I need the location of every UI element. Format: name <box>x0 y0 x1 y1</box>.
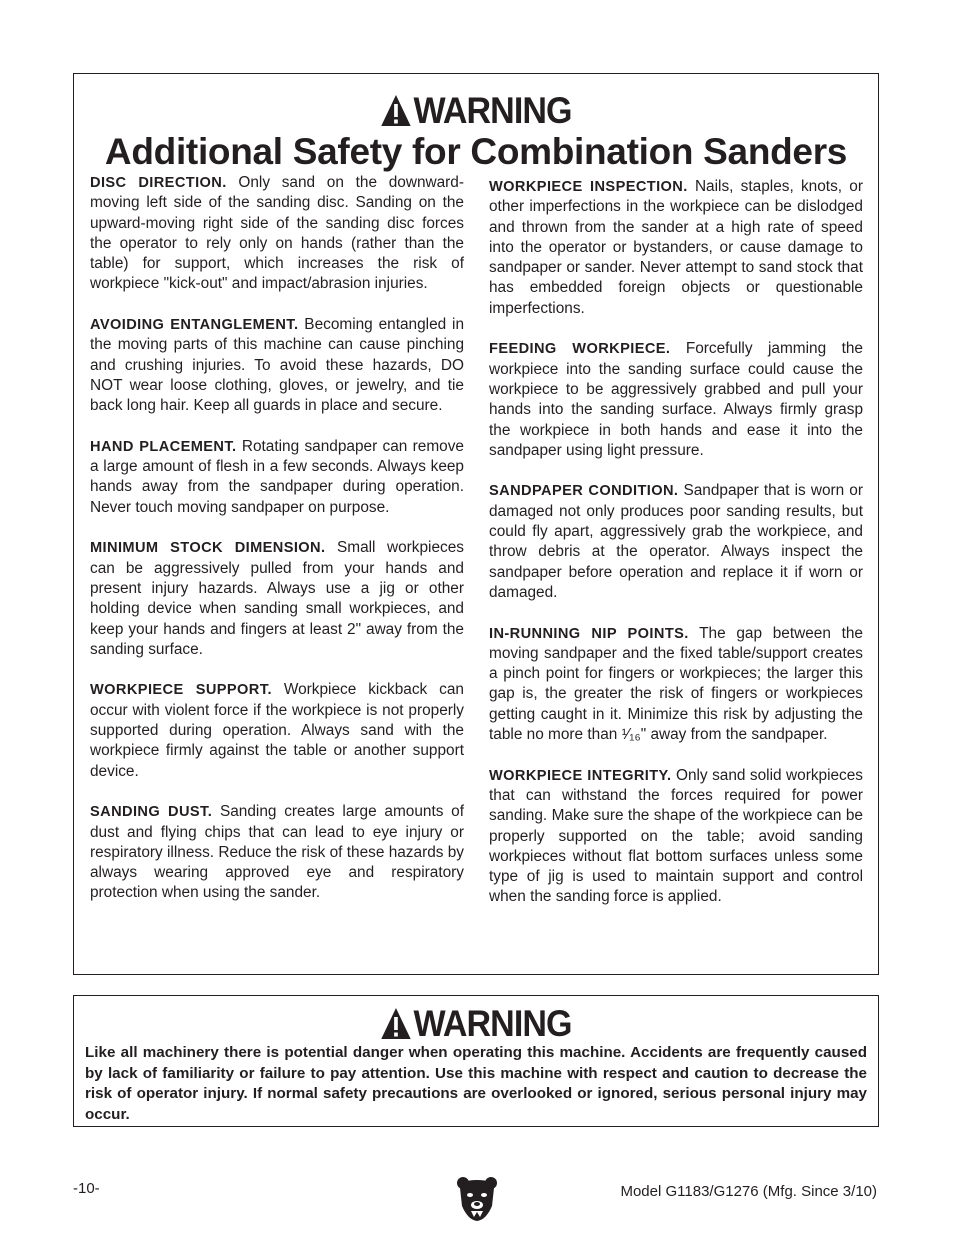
safety-item: IN-RUNNING NIP POINTS. The gap between the moving sandpaper and the fixed table/support creates a pinch point for fingers or workpieces; the larger this gap is, the greater the risk of fingers or workpieces getting caught in it. Minimize this risk by adjusting the table no more than ¹⁄₁₆" away from the sandpaper. <box>489 624 863 744</box>
general-warning-box <box>73 995 879 1127</box>
model-info: Model G1183/G1276 (Mfg. Since 3/10) <box>620 1183 877 1200</box>
warning-triangle-icon <box>380 94 411 135</box>
general-warning-text: Like all machinery there is potential danger when operating this machine. Accidents are frequently caused by lack of familiarity or failure to pay attention. Use this machine with respect and caution to decrease the risk of operator injury. If normal safety precautions are overlooked or ignored, serious personal injury may occur. <box>85 1044 867 1123</box>
page-number: -10- <box>73 1180 100 1197</box>
warning-heading <box>106 91 846 135</box>
page-title: Additional Safety for Combination Sanders <box>104 131 848 172</box>
safety-item: WORKPIECE SUPPORT. Workpiece kickback can occur with violent force if the workpiece is not properly supported during operation. Always sand with the workpiece firmly against the table or another support device. <box>90 681 464 780</box>
additional-safety-warning-box <box>73 73 879 975</box>
warning-triangle-icon <box>380 1007 411 1048</box>
left-column <box>90 173 464 924</box>
warning-heading-text: WARNING <box>413 1003 572 1044</box>
safety-item: HAND PLACEMENT. Rotating sandpaper can remove a large amount of flesh in a few seconds. Always keep hands away from the sandpaper during operation. Never touch moving sandpaper on purpose. <box>90 437 464 516</box>
safety-item: DISC DIRECTION. Only sand on the downward-moving left side of the sanding disc. Sanding on the upward-moving right side of the sanding disc forces the operator to rely only on hands (rather than the table) for support, which increases the risk of workpiece "kick-out" and impact/abrasion injuries. <box>90 174 464 293</box>
safety-item: WORKPIECE INSPECTION. Nails, staples, knots, or other imperfections in the workpiece can be dislodged and thrown from the sander at a high rate of speed into the operator or bystanders, or cause damage to sandpaper or sander. Never attempt to sand stock that has embedded foreign objects or questionable imperfections. <box>489 178 863 317</box>
warning-heading <box>106 1004 846 1048</box>
grizzly-bear-head-icon <box>456 1176 498 1222</box>
safety-item: SANDPAPER CONDITION. Sandpaper that is worn or damaged not only produces poor sanding results, but could fly apart, aggressively grab the workpiece, and throw debris at the operator. Always inspect the sandpaper before operation and replace it if worn or damaged. <box>489 482 863 601</box>
safety-item: AVOIDING ENTANGLEMENT. Becoming entangled in the moving parts of this machine can cause pinching and crushing injuries. To avoid these hazards, DO NOT wear loose clothing, gloves, or jewelry, and tie back long hair. Keep all guards in place and secure. <box>90 316 465 415</box>
safety-item: MINIMUM STOCK DIMENSION. Small workpieces can be aggressively pulled from your hands and present injury hazards. Always use a jig or other holding device when sanding small workpieces, and keep your hands and fingers at least 2" away from the sanding surface. <box>90 539 464 658</box>
right-column <box>489 177 863 928</box>
warning-heading-text: WARNING <box>413 90 572 131</box>
safety-item: FEEDING WORKPIECE. Forcefully jamming the workpiece into the sanding surface could cause the workpiece to be aggressively grabbed and pull your hands into the sanding surface. Always firmly grasp the workpiece in both hands and ease it into the sandpaper using light pressure. <box>489 340 863 459</box>
safety-item: WORKPIECE INTEGRITY. Only sand solid workpieces that can withstand the forces required for power sanding. Make sure the shape of the workpiece can be properly supported on the table; avoid sanding workpieces without flat bottom surfaces unless some type of jig is used to maintain support and control when the sanding force is applied. <box>489 766 864 906</box>
safety-item: SANDING DUST. Sanding creates large amounts of dust and flying chips that can lead to eye injury or respiratory illness. Reduce the risk of these hazards by always wearing approved eye and respiratory protection when using the sander. <box>90 803 465 902</box>
